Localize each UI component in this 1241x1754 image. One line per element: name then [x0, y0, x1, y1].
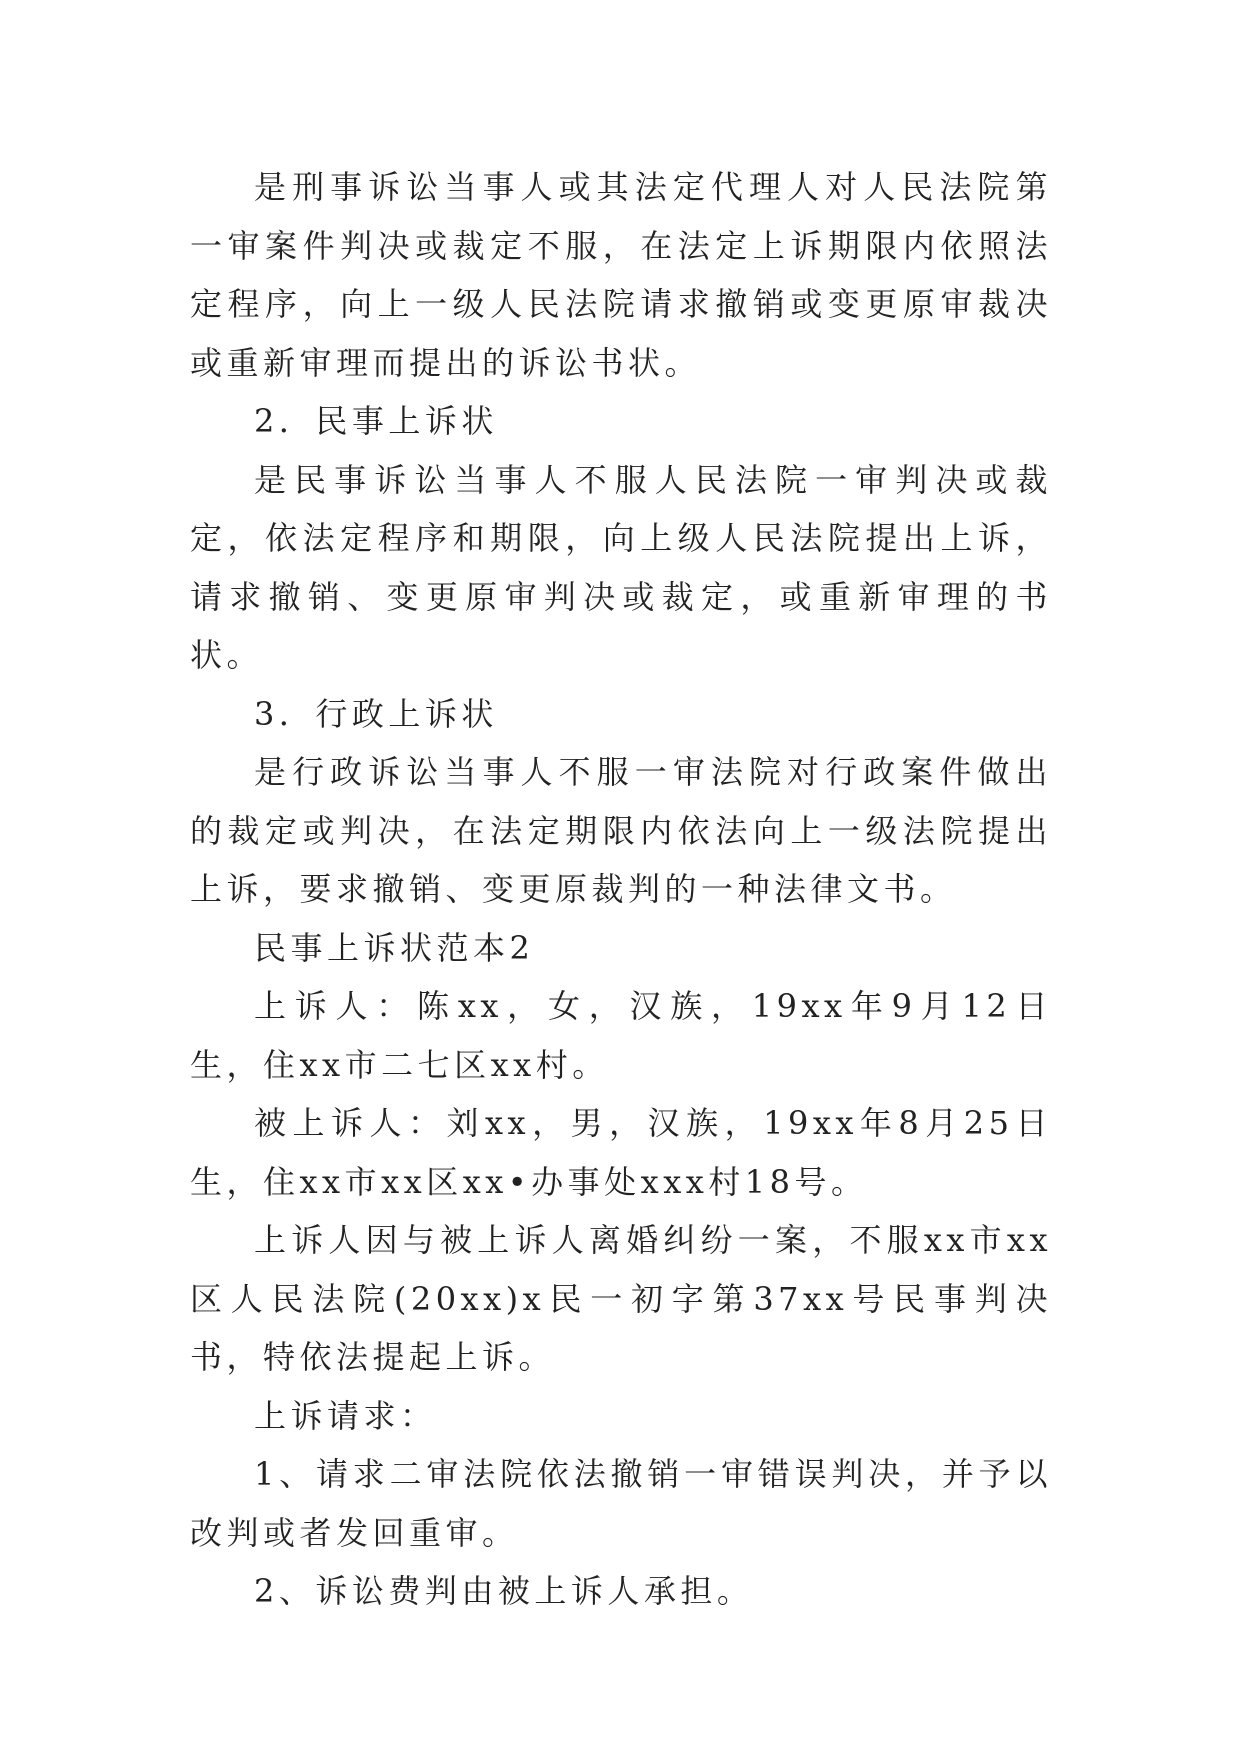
list-item-request-2: 2、诉讼费判由被上诉人承担。: [254, 1572, 754, 1610]
paragraph-criminal-appeal-definition: 是刑事诉讼当事人或其法定代理人对人民法院第一审案件判决或裁定不服，在法定上诉期限内依照法定程序，向上一级人民法院请求撤销或变更原审裁决或重新审理而提出的诉讼书状。: [190, 168, 1052, 382]
list-item-request-1: 1、请求二审法院依法撤销一审错误判决，并予以改判或者发回重审。: [190, 1455, 1052, 1552]
paragraph-civil-appeal-definition: 是民事诉讼当事人不服人民法院一审判决或裁定，依法定程序和期限，向上级人民法院提出上诉，请求撤销、变更原审判决或裁定，或重新审理的书状。: [190, 460, 1052, 674]
heading-civil-appeal-sample: 民事上诉状范本2: [254, 928, 535, 967]
heading-civil-appeal: 2．民事上诉状: [254, 402, 498, 440]
heading-appeal-requests: 上诉请求：: [254, 1396, 437, 1435]
heading-administrative-appeal: 3．行政上诉状: [254, 694, 498, 733]
paragraph-appellant: 上诉人：陈xx，女，汉族，19xx年9月12日生，住xx市二七区xx村。: [190, 987, 1052, 1084]
paragraph-appeal-reason: 上诉人因与被上诉人离婚纠纷一案，不服xx市xx区人民法院(20xx)x民一初字第37xx号民事判决书，特依法提起上诉。: [190, 1221, 1052, 1376]
document-body: [190, 158, 1052, 1621]
paragraph-administrative-appeal-definition: 是行政诉讼当事人不服一审法院对行政案件做出的裁定或判决，在法定期限内依法向上一级法院提出上诉，要求撤销、变更原裁判的一种法律文书。: [190, 753, 1052, 908]
paragraph-appellee: 被上诉人：刘xx，男，汉族，19xx年8月25日生，住xx市xx区xx•办事处xxx村18号。: [190, 1104, 1052, 1201]
